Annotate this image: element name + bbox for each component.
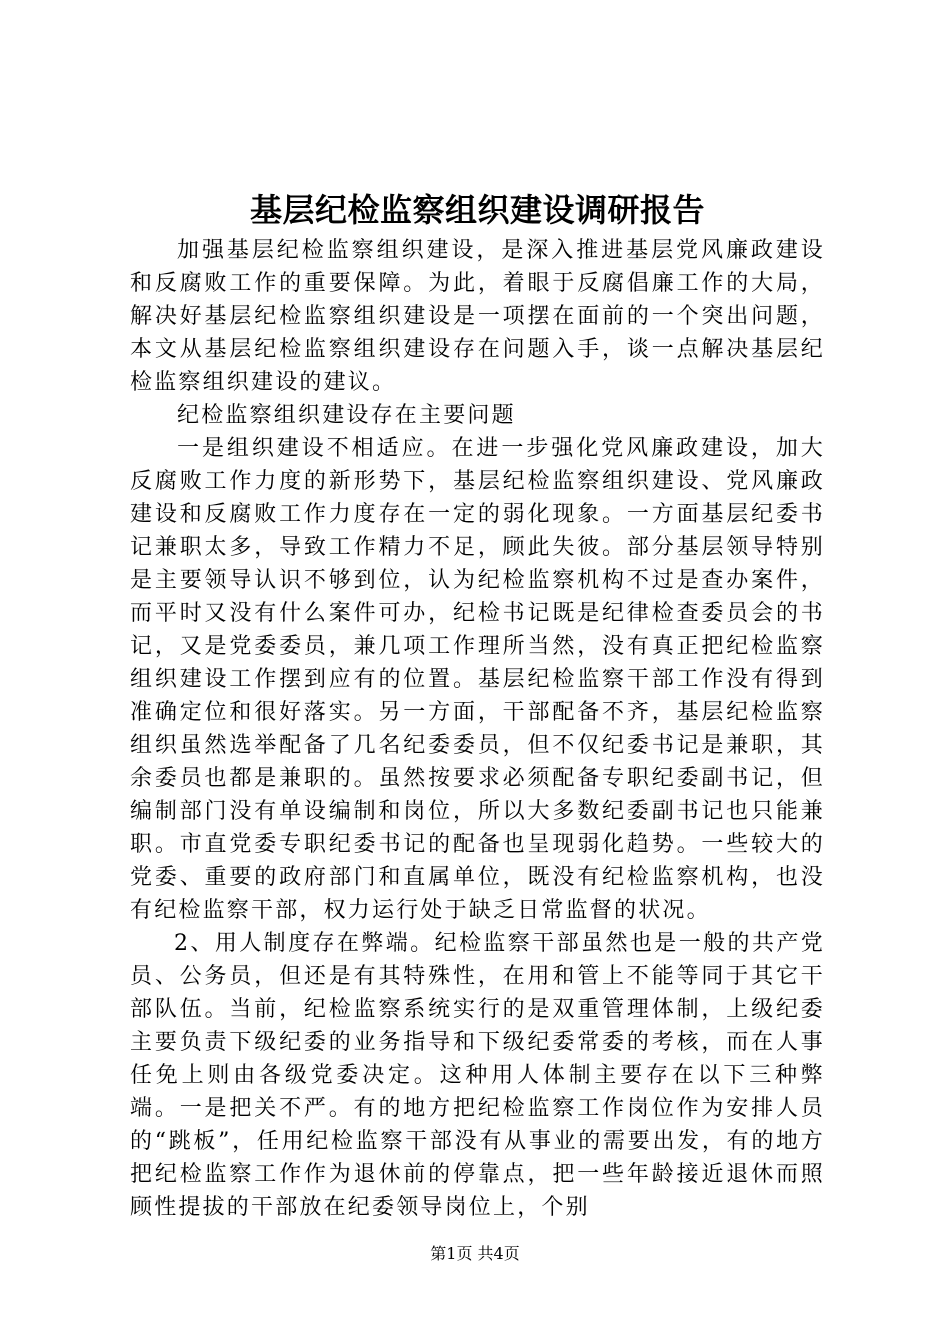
document-title: 基层纪检监察组织建设调研报告 — [249, 191, 705, 229]
problem-one-paragraph: 一是组织建设不相适应。在进一步强化党风廉政建设，加大反腐败工作力度的新形势下，基层纪检监察组织建设、党风廉政建设和反腐败工作力度存在一定的弱化现象。一方面基层纪委书记兼职太多，导致工作精力不足，顾此失彼。部分基层领导特别是主要领导认识不够到位，认为纪检监察机构不过是查办案件，而平时又没有什么案件可办，纪检书记既是纪律检查委员会的书记，又是党委委员，兼几项工作理所当然，没有真正把纪检监察组织建设工作摆到应有的位置。基层纪检监察干部工作没有得到准确定位和很好落实。另一方面，干部配备不齐，基层纪检监察组织虽然选举配备了几名纪委委员，但不仅纪委书记是兼职，其余委员也都是兼职的。虽然按要求必须配备专职纪委副书记，但编制部门没有单设编制和岗位，所以大多数纪委副书记也只能兼职。市直党委专职纪委书记的配备也呈现弱化趋势。一些较大的党委、重要的政府部门和直属单位，既没有纪检监察机构，也没有纪检监察干部，权力运行处于缺乏日常监督的状况。 — [130, 436, 825, 923]
section-heading: 纪检监察组织建设存在主要问题 — [177, 403, 516, 428]
page-number-footer: 第1页 共4页 — [430, 1244, 520, 1263]
document-body — [130, 234, 825, 1224]
problem-two-paragraph: 2、用人制度存在弊端。纪检监察干部虽然也是一般的共产党员、公务员，但还是有其特殊性，在用和管上不能等同于其它干部队伍。当前，纪检监察系统实行的是双重管理体制，上级纪委主要负责下级纪委的业务指导和下级纪委常委的考核，而在人事任免上则由各级党委决定。这种用人体制主要存在以下三种弊端。一是把关不严。有的地方把纪检监察工作岗位作为安排人员的“跳板”，任用纪检监察干部没有从事业的需要出发，有的地方把纪检监察工作作为退休前的停靠点，把一些年龄接近退休而照顾性提拔的干部放在纪委领导岗位上，个别 — [130, 931, 825, 1220]
intro-paragraph: 加强基层纪检监察组织建设，是深入推进基层党风廉政建设和反腐败工作的重要保障。为此，着眼于反腐倡廉工作的大局，解决好基层纪检监察组织建设是一项摆在面前的一个突出问题，本文从基层纪检监察组织建设存在问题入手，谈一点解决基层纪检监察组织建设的建议。 — [130, 238, 825, 395]
